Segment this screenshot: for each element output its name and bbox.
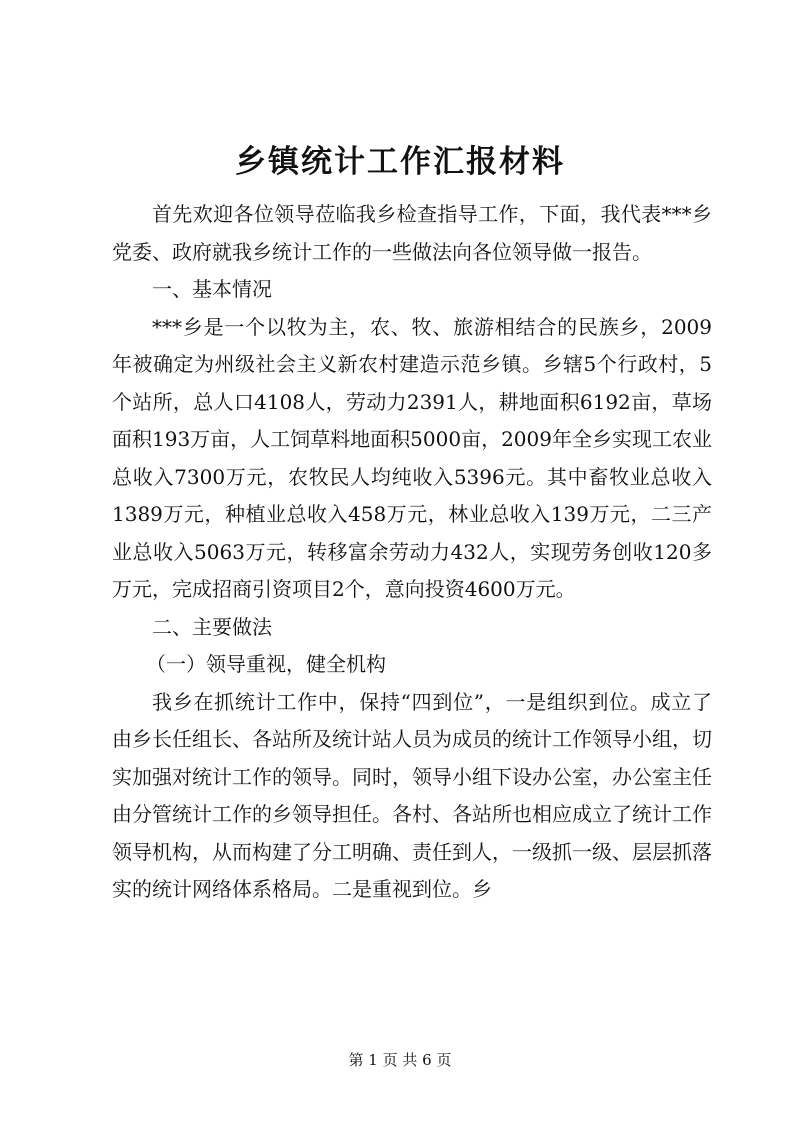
intro-paragraph: 首先欢迎各位领导莅临我乡检查指导工作，下面，我代表***乡党委、政府就我乡统计工作的一些做法向各位领导做一报告。	[112, 202, 712, 264]
page-footer: 第 1 页 共 6 页	[348, 1051, 452, 1069]
document-body	[112, 196, 712, 909]
section-heading-main-practices: 二、主要做法	[152, 614, 272, 639]
subsection-heading-leadership: （一）领导重视，健全机构	[146, 652, 386, 676]
leadership-paragraph: 我乡在抓统计工作中，保持“四到位”，一是组织到位。成立了由乡长任组长、各站所及统计站人员为成员的统计工作领导小组，切实加强对统计工作的领导。同时，领导小组下设办公室，办公室主任由分管统计工作的乡领导担任。各村、各站所也相应成立了统计工作领导机构，从而构建了分工明确、责任到人，一级抓一级、层层抓落实的统计网络体系格局。二是重视到位。乡	[112, 689, 712, 901]
document-title: 乡镇统计工作汇报材料	[235, 144, 565, 180]
section-heading-basic-situation: 一、基本情况	[152, 277, 272, 301]
basic-situation-paragraph: ***乡是一个以牧为主，农、牧、旅游相结合的民族乡，2009年被确定为州级社会主义新农村建造示范乡镇。乡辖5个行政村，5个站所，总人口4108人，劳动力2391人，耕地面积6192亩，草场面积193万亩，人工饲草料地面积5000亩，2009年全乡实现工农业总收入7300万元，农牧民人均纯收入5396元。其中畜牧业总收入1389万元，种植业总收入458万元，林业总收入139万元，二三产业总收入5063万元，转移富余劳动力432人，实现劳务创收120多万元，完成招商引资项目2个，意向投资4600万元。	[112, 314, 712, 601]
